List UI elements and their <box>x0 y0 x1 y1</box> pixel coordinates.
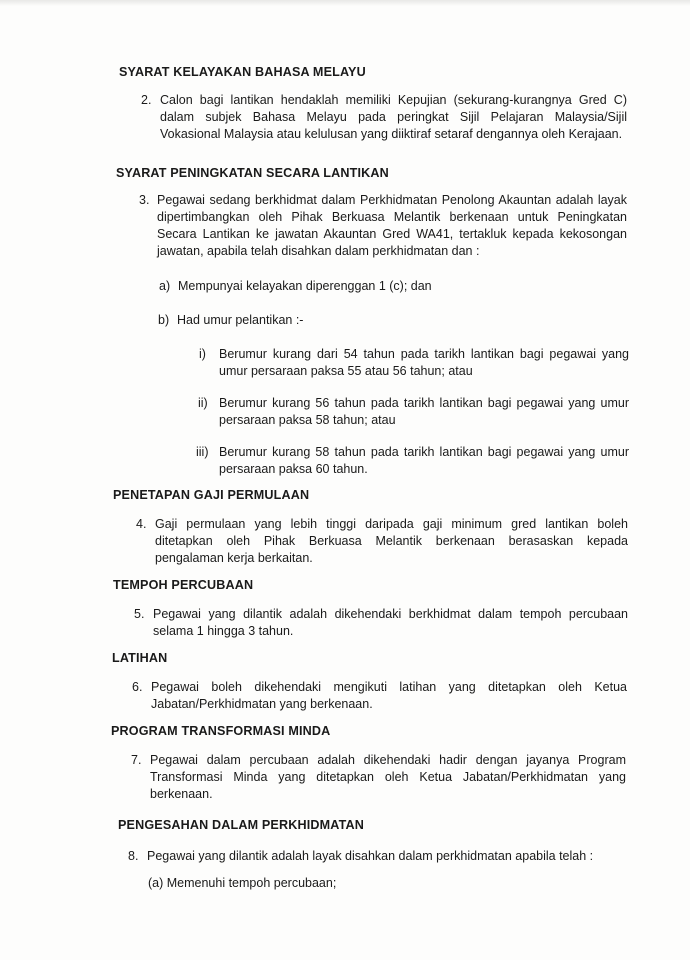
section-heading-transformasi: PROGRAM TRANSFORMASI MINDA <box>111 724 331 738</box>
section-heading-peningkatan: SYARAT PENINGKATAN SECARA LANTIKAN <box>116 166 389 180</box>
paragraph-line: Pegawai dalam percubaan adalah dikehendaki hadir dengan jayanya Program <box>150 753 626 767</box>
paragraph-number: 6. <box>132 680 143 694</box>
list-item-a: (a) Memenuhi tempoh percubaan; <box>148 876 337 890</box>
section-heading-pengesahan: PENGESAHAN DALAM PERKHIDMATAN <box>118 818 364 832</box>
paragraph-line: pengalaman kerja berkaitan. <box>155 551 313 565</box>
paragraph-number: 3. <box>139 193 150 207</box>
sublist-label-ii: ii) <box>198 396 208 410</box>
sublist-line: persaraan paksa 58 tahun; atau <box>219 413 396 427</box>
list-item-a: Mempunyai kelayakan diperenggan 1 (c); dan <box>178 279 432 293</box>
list-item-b: Had umur pelantikan :- <box>177 313 304 327</box>
scan-edge <box>0 0 690 6</box>
sublist-label-i: i) <box>199 347 206 361</box>
paragraph-number: 4. <box>136 517 147 531</box>
paragraph-line: Jabatan/Perkhidmatan yang berkenaan. <box>151 697 373 711</box>
paragraph-number: 8. <box>128 849 139 863</box>
paragraph-line: berkenaan. <box>150 787 213 801</box>
sublist-line: Berumur kurang dari 54 tahun pada tarikh lantikan bagi pegawai yang <box>219 347 629 361</box>
list-label-a: a) <box>159 279 171 293</box>
paragraph-line: jawatan, apabila telah disahkan dalam perkhidmatan dan : <box>157 244 480 258</box>
paragraph-line: Gaji permulaan yang lebih tinggi daripada gaji minimum gred lantikan boleh <box>155 517 628 531</box>
paragraph-line: dipertimbangkan oleh Pihak Berkuasa Melantik berkenaan untuk Peningkatan <box>157 210 627 224</box>
sublist-line: Berumur kurang 56 tahun pada tarikh lantikan bagi pegawai yang umur <box>219 396 629 410</box>
section-heading-latihan: LATIHAN <box>112 651 168 665</box>
paragraph-line: Pegawai yang dilantik adalah layak disahkan dalam perkhidmatan apabila telah : <box>147 849 594 863</box>
paragraph-line: Pegawai boleh dikehendaki mengikuti latihan yang ditetapkan oleh Ketua <box>151 680 627 694</box>
paragraph-line: Pegawai sedang berkhidmat dalam Perkhidmatan Penolong Akauntan adalah layak <box>157 193 627 207</box>
section-heading-bahasa-melayu: SYARAT KELAYAKAN BAHASA MELAYU <box>119 65 366 79</box>
paragraph-number: 2. <box>141 93 152 107</box>
section-heading-percubaan: TEMPOH PERCUBAAN <box>113 578 254 592</box>
sublist-line: persaraan paksa 60 tahun. <box>219 462 368 476</box>
paragraph-line: selama 1 hingga 3 tahun. <box>153 624 294 638</box>
paragraph-line: ditetapkan oleh Pihak Berkuasa Melantik berkenaan berasaskan kepada <box>155 534 628 548</box>
sublist-line: Berumur kurang 58 tahun pada tarikh lantikan bagi pegawai yang umur <box>219 445 629 459</box>
paragraph-line: dalam subjek Bahasa Melayu pada peringkat Sijil Pelajaran Malaysia/Sijil <box>160 110 627 124</box>
paragraph-line: Calon bagi lantikan hendaklah memiliki Kepujian (sekurang-kurangnya Gred C) <box>160 93 627 107</box>
sublist-label-iii: iii) <box>196 445 209 459</box>
paragraph-number: 5. <box>134 607 145 621</box>
sublist-line: umur persaraan paksa 55 atau 56 tahun; atau <box>219 364 473 378</box>
paragraph-number: 7. <box>131 753 142 767</box>
paragraph-line: Transformasi Minda yang ditetapkan oleh Ketua Jabatan/Perkhidmatan yang <box>150 770 626 784</box>
paragraph-line: Pegawai yang dilantik adalah dikehendaki berkhidmat dalam tempoh percubaan <box>153 607 628 621</box>
section-heading-gaji: PENETAPAN GAJI PERMULAAN <box>113 488 310 502</box>
paragraph-line: Secara Lantikan ke jawatan Akauntan Gred WA41, tertakluk kepada kekosongan <box>157 227 627 241</box>
list-label-b: b) <box>158 313 170 327</box>
paragraph-line: Vokasional Malaysia atau kelulusan yang diiktiraf setaraf dengannya oleh Kerajaan. <box>160 127 623 141</box>
